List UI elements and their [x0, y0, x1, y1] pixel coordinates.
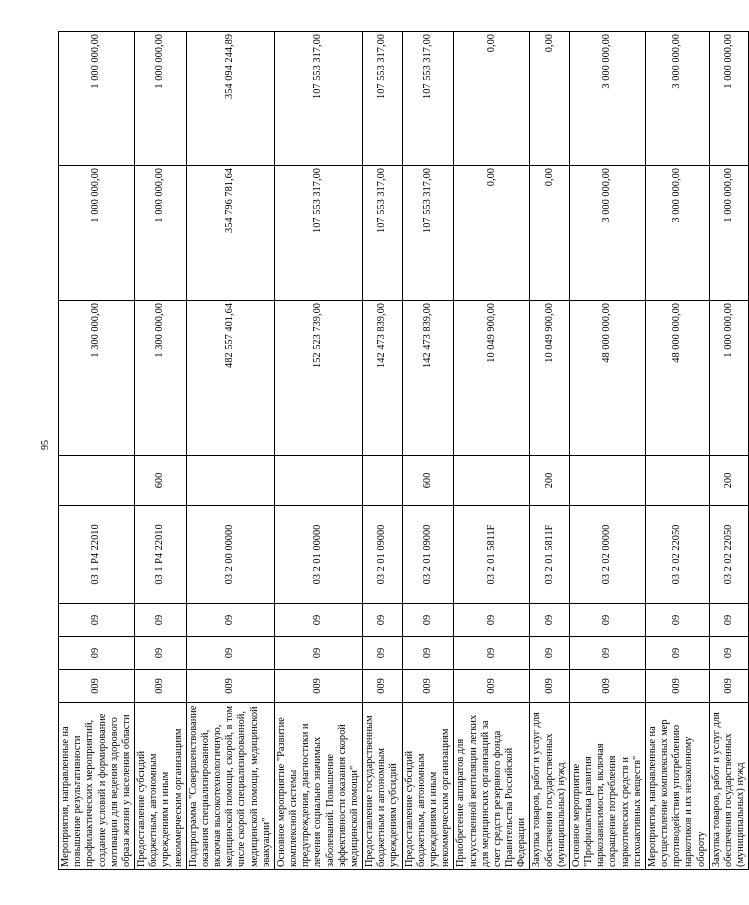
cell-section: 09 [569, 637, 645, 670]
cell-name: Закупка товаров, работ и услуг для обеспечения государственных (муниципальных) нужд [709, 703, 749, 870]
cell-sum3: 1 000 000,00 [59, 32, 135, 166]
cell-subsection: 09 [530, 604, 570, 637]
cell-target: 03 1 Р4 22010 [59, 506, 135, 604]
cell-sum2: 1 000 000,00 [709, 166, 749, 301]
cell-sum1: 10 049 900,00 [454, 301, 530, 456]
cell-name: Закупка товаров, работ и услуг для обеспечения государственных (муниципальных) нужд [530, 703, 570, 870]
cell-sum2: 0,00 [454, 166, 530, 301]
cell-sum3: 3 000 000,00 [569, 32, 645, 166]
cell-vr: 200 [530, 456, 570, 506]
cell-section: 09 [363, 637, 403, 670]
page-number: 95 [40, 440, 51, 450]
table-row [186, 32, 274, 870]
cell-sum2: 3 000 000,00 [569, 166, 645, 301]
cell-section: 09 [645, 637, 709, 670]
table-row [569, 32, 645, 870]
table-row [402, 32, 454, 870]
cell-target: 03 2 01 09000 [363, 506, 403, 604]
cell-ministry: 009 [274, 670, 362, 703]
cell-sum3: 3 000 000,00 [645, 32, 709, 166]
cell-subsection: 09 [454, 604, 530, 637]
cell-name: Мероприятия, направленные на повышение результативности профилактических мероприятий, создание условий и формирование мотивации для ведения здорового образа жизни у населения области [59, 703, 135, 870]
cell-vr [645, 456, 709, 506]
cell-vr [274, 456, 362, 506]
cell-target: 03 2 01 5811F [530, 506, 570, 604]
cell-name: Основное мероприятие "Профилактика развития наркозависимости, включая сокращение потребления наркотических средств и психоактивных веществ" [569, 703, 645, 870]
cell-sum1: 1 300 000,00 [135, 301, 187, 456]
table-row [709, 32, 749, 870]
table-row [274, 32, 362, 870]
cell-section: 09 [186, 637, 274, 670]
cell-target: 03 2 01 5811F [454, 506, 530, 604]
cell-name: Предоставление субсидий бюджетным, автономным учреждениям и иным некоммерческим организациям [402, 703, 454, 870]
cell-name: Приобретение аппаратов для искусственной вентиляции легких для медицинских организаций за счет средств резервного фонда Правительства Российской Федерации [454, 703, 530, 870]
budget-table-body [59, 32, 749, 870]
cell-sum1: 142 473 839,00 [402, 301, 454, 456]
cell-section: 09 [59, 637, 135, 670]
cell-ministry: 009 [569, 670, 645, 703]
cell-ministry: 009 [59, 670, 135, 703]
cell-subsection: 09 [402, 604, 454, 637]
cell-vr [454, 456, 530, 506]
cell-target: 03 2 01 00000 [274, 506, 362, 604]
cell-ministry: 009 [402, 670, 454, 703]
cell-target: 03 2 00 00000 [186, 506, 274, 604]
table-row [363, 32, 403, 870]
cell-section: 09 [135, 637, 187, 670]
cell-ministry: 009 [709, 670, 749, 703]
cell-ministry: 009 [454, 670, 530, 703]
cell-sum3: 107 553 317,00 [363, 32, 403, 166]
cell-sum2: 1 000 000,00 [135, 166, 187, 301]
cell-vr [569, 456, 645, 506]
cell-vr [363, 456, 403, 506]
cell-sum2: 107 553 317,00 [274, 166, 362, 301]
cell-ministry: 009 [186, 670, 274, 703]
cell-vr [186, 456, 274, 506]
cell-sum1: 10 049 900,00 [530, 301, 570, 456]
table-row [530, 32, 570, 870]
cell-vr: 200 [709, 456, 749, 506]
cell-sum2: 354 796 781,64 [186, 166, 274, 301]
cell-sum3: 354 094 244,89 [186, 32, 274, 166]
cell-subsection: 09 [59, 604, 135, 637]
cell-sum2: 1 000 000,00 [59, 166, 135, 301]
budget-table-rotated [58, 32, 747, 870]
cell-vr: 600 [402, 456, 454, 506]
cell-subsection: 09 [645, 604, 709, 637]
cell-ministry: 009 [135, 670, 187, 703]
table-row [59, 32, 135, 870]
cell-name: Подпрограмма "Совершенствование оказания специализированной, включая высокотехнологичную, медицинской помощи, скорой, в том числе скорой специализированной, медицинской помощи, медицинской эвакуации" [186, 703, 274, 870]
cell-target: 03 2 02 22050 [709, 506, 749, 604]
cell-subsection: 09 [135, 604, 187, 637]
cell-sum1: 482 557 401,64 [186, 301, 274, 456]
cell-subsection: 09 [363, 604, 403, 637]
cell-sum1: 48 000 000,00 [569, 301, 645, 456]
cell-ministry: 009 [363, 670, 403, 703]
cell-name: Мероприятия, направленные на осуществление комплексных мер противодействия употреблению наркотиков и их незаконному обороту [645, 703, 709, 870]
cell-sum1: 1 000 000,00 [709, 301, 749, 456]
cell-sum3: 0,00 [530, 32, 570, 166]
cell-section: 09 [274, 637, 362, 670]
cell-sum1: 142 473 839,00 [363, 301, 403, 456]
cell-ministry: 009 [645, 670, 709, 703]
cell-target: 03 2 02 22050 [645, 506, 709, 604]
cell-name: Основное мероприятие "Развитие комплексной системы предупреждения, диагностики и лечения социально значимых заболеваний. Повышение эффективности оказания скорой медицинской помощи" [274, 703, 362, 870]
cell-sum2: 0,00 [530, 166, 570, 301]
cell-sum2: 107 553 317,00 [402, 166, 454, 301]
cell-sum1: 1 300 000,00 [59, 301, 135, 456]
cell-sum3: 107 553 317,00 [402, 32, 454, 166]
cell-target: 03 2 01 09000 [402, 506, 454, 604]
cell-sum2: 3 000 000,00 [645, 166, 709, 301]
cell-vr: 600 [135, 456, 187, 506]
table-row [454, 32, 530, 870]
table-row [645, 32, 709, 870]
cell-section: 09 [402, 637, 454, 670]
cell-subsection: 09 [186, 604, 274, 637]
cell-sum1: 48 000 000,00 [645, 301, 709, 456]
cell-subsection: 09 [569, 604, 645, 637]
budget-table [58, 31, 749, 870]
cell-section: 09 [454, 637, 530, 670]
table-row [135, 32, 187, 870]
cell-sum3: 107 553 317,00 [274, 32, 362, 166]
cell-name: Предоставление государственным бюджетным и автономным учреждениям субсидий [363, 703, 403, 870]
cell-target: 03 2 02 00000 [569, 506, 645, 604]
cell-name: Предоставление субсидий бюджетным, автономным учреждениям и иным некоммерческим организациям [135, 703, 187, 870]
cell-subsection: 09 [274, 604, 362, 637]
cell-vr [59, 456, 135, 506]
cell-subsection: 09 [709, 604, 749, 637]
cell-section: 09 [530, 637, 570, 670]
cell-sum3: 1 000 000,00 [709, 32, 749, 166]
cell-sum1: 152 523 739,00 [274, 301, 362, 456]
cell-sum3: 0,00 [454, 32, 530, 166]
cell-ministry: 009 [530, 670, 570, 703]
cell-sum2: 107 553 317,00 [363, 166, 403, 301]
cell-section: 09 [709, 637, 749, 670]
cell-target: 03 1 Р4 22010 [135, 506, 187, 604]
cell-sum3: 1 000 000,00 [135, 32, 187, 166]
